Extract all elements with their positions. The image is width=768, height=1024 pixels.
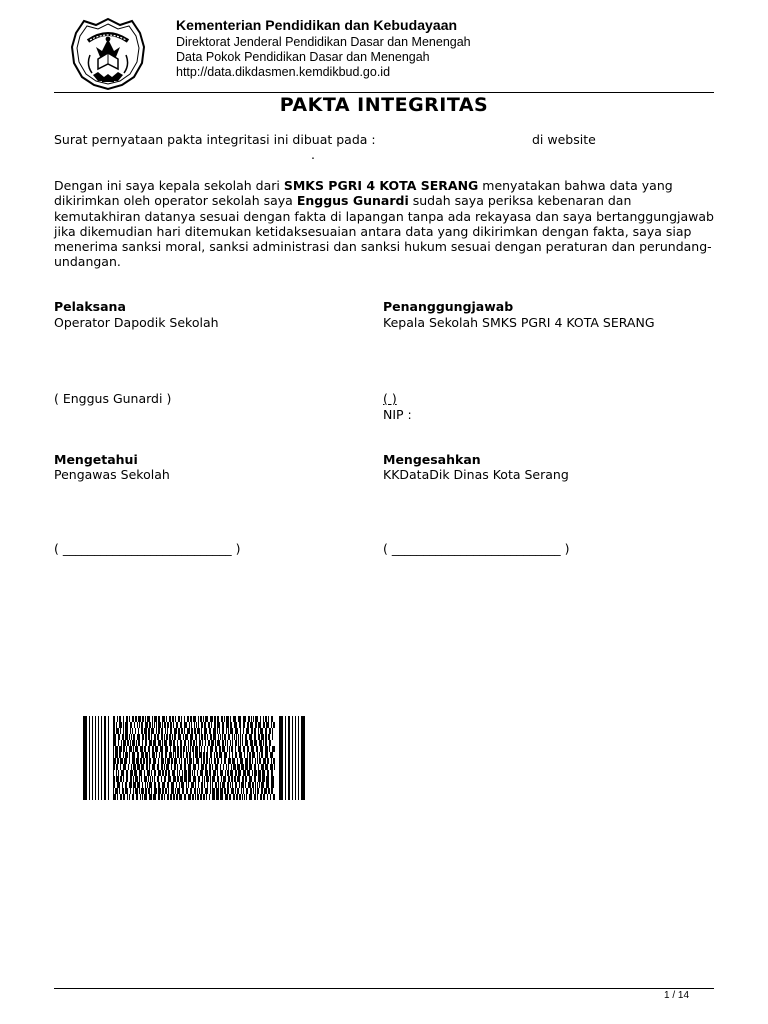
mengetahui-role: Pengawas Sekolah — [54, 467, 170, 482]
declaration-text-3: sudah saya periksa kebenaran dan kemutakhiran datanya sesuai dengan fakta di lapangan tanpa ada rekayasa dan saya bertanggungjawab jika dikemudian hari ditemukan ketidaksesuaian antara data yang dikirimkan dengan fakta, saya siap menerima sanksi moral, sanksi administrasi dan sanksi hukum sesuai dengan peraturan dan perundang-undangan. — [54, 193, 714, 270]
pdf417-barcode-icon — [83, 716, 305, 800]
operator-name: Enggus Gunardi — [296, 193, 409, 209]
declaration-text-1: Dengan ini saya kepala sekolah dari — [54, 178, 284, 193]
document-title: PAKTA INTEGRITAS — [279, 94, 489, 116]
penanggungjawab-role: Kepala Sekolah SMKS PGRI 4 KOTA SERANG — [383, 315, 655, 330]
pelaksana-heading: Pelaksana — [54, 299, 126, 314]
directorate-name: Direktorat Jenderal Pendidikan Dasar dan Menengah — [176, 35, 471, 49]
statement-made-on: Surat pernyataan pakta integritasi ini dibuat pada : — [54, 132, 376, 147]
mengetahui-heading: Mengetahui — [54, 452, 138, 467]
school-name: SMKS PGRI 4 KOTA SERANG — [283, 178, 479, 193]
statement-website: di website — [532, 132, 596, 147]
tut-wuri-handayani-logo-icon — [68, 17, 148, 91]
statement-dot: . — [311, 147, 315, 162]
declaration-text-2: menyatakan bahwa data yang dikirimkan oleh operator sekolah saya — [54, 178, 673, 209]
pelaksana-role: Operator Dapodik Sekolah — [54, 315, 219, 330]
website-url: http://data.dikdasmen.kemdikbud.go.id — [176, 65, 391, 79]
page-number: 1 / 14 — [664, 990, 690, 1001]
ministry-name: Kementerian Pendidikan dan Kebudayaan — [176, 17, 458, 33]
header-divider — [54, 92, 714, 93]
mengetahui-name: ( ___________________________ ) — [54, 541, 241, 556]
penanggungjawab-nip: NIP : — [383, 407, 412, 422]
mengesahkan-heading: Mengesahkan — [383, 452, 481, 467]
penanggungjawab-name: ( ) — [383, 391, 397, 406]
footer-divider — [54, 988, 714, 989]
database-name: Data Pokok Pendidikan Dasar dan Menengah — [176, 50, 430, 64]
pelaksana-name: ( Enggus Gunardi ) — [54, 391, 172, 406]
mengesahkan-role: KKDataDik Dinas Kota Serang — [383, 467, 569, 482]
declaration-paragraph — [54, 178, 714, 270]
penanggungjawab-heading: Penanggungjawab — [383, 299, 514, 314]
mengesahkan-name: ( ___________________________ ) — [383, 541, 570, 556]
